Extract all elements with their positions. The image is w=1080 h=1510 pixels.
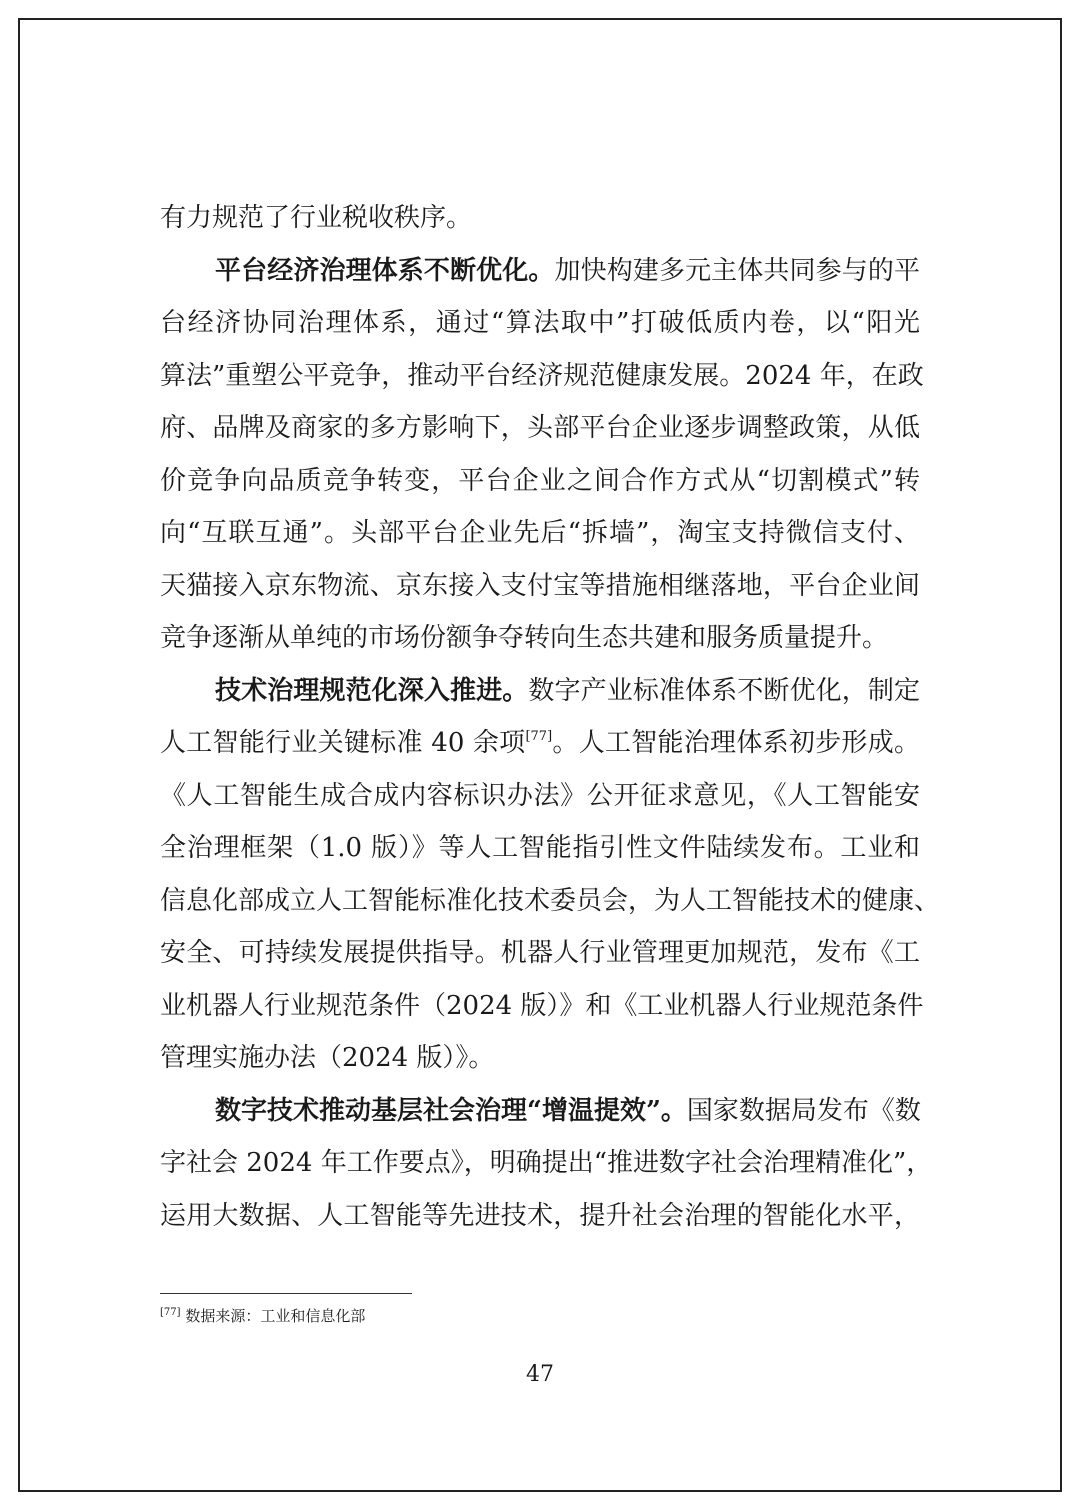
paragraph-line: 管理实施办法（2024 版）》。 <box>160 1043 495 1073</box>
paragraph-line: 字社会 2024 年工作要点》，明确提出“推进数字社会治理精准化”， <box>160 1148 933 1178</box>
paragraph-heading: 技术治理规范化深入推进。 <box>215 675 529 706</box>
footnote <box>160 1304 365 1328</box>
paragraph-line: 数字技术推动基层社会治理“增温提效”。国家数据局发布《数 <box>215 1095 921 1126</box>
paragraph-line: 算法”重塑公平竞争，推动平台经济规范健康发展。2024 年，在政 <box>160 360 924 391</box>
footnote-marker: [77] <box>160 1307 181 1318</box>
footnote-text: 数据来源：工业和信息化部 <box>185 1307 366 1325</box>
paragraph-line: 向“互联互通”。头部平台企业先后“拆墙”，淘宝支持微信支付、 <box>160 518 920 548</box>
paragraph-line: 天猫接入京东物流、京东接入支付宝等措施相继落地，平台企业间 <box>160 570 920 601</box>
paragraph-line: 安全、可持续发展提供指导。机器人行业管理更加规范，发布《工 <box>160 938 920 968</box>
paragraph-heading: 数字技术推动基层社会治理“增温提效”。 <box>215 1095 687 1126</box>
paragraph-heading: 平台经济治理体系不断优化。 <box>215 255 555 286</box>
footnote-divider <box>160 1293 412 1294</box>
paragraph-line: 技术治理规范化深入推进。数字产业标准体系不断优化，制定 <box>215 675 920 706</box>
paragraph-line: 信息化部成立人工智能标准化技术委员会，为人工智能技术的健康、 <box>160 885 941 916</box>
paragraph-line: 价竞争向品质竞争转变，平台企业之间合作方式从“切割模式”转 <box>160 465 920 496</box>
paragraph-line: 府、品牌及商家的多方影响下，头部平台企业逐步调整政策，从低 <box>160 413 920 443</box>
page-number: 47 <box>526 1362 554 1387</box>
footnote-reference[interactable]: [77] <box>525 729 553 744</box>
paragraph-line: 人工智能行业关键标准 40 余项[77]。人工智能治理体系初步形成。 <box>160 728 920 758</box>
paragraph-line: 有力规范了行业税收秩序。 <box>160 203 473 233</box>
body-text <box>160 192 941 1242</box>
paragraph-line: 竞争逐渐从单纯的市场份额争夺转向生态共建和服务质量提升。 <box>160 623 889 653</box>
paragraph-line: 业机器人行业规范条件（2024 版）》和《工业机器人行业规范条件 <box>160 990 924 1021</box>
paragraph-line: 运用大数据、人工智能等先进技术，提升社会治理的智能化水平， <box>160 1200 920 1231</box>
paragraph-line: 《人工智能生成合成内容标识办法》公开征求意见，《人工智能安 <box>160 780 920 811</box>
paragraph-line: 台经济协同治理体系，通过“算法取中”打破低质内卷，以“阳光 <box>160 308 920 338</box>
paragraph-line: 平台经济治理体系不断优化。加快构建多元主体共同参与的平 <box>215 255 920 286</box>
paragraph-line: 全治理框架（1.0 版）》等人工智能指引性文件陆续发布。工业和 <box>160 833 920 863</box>
